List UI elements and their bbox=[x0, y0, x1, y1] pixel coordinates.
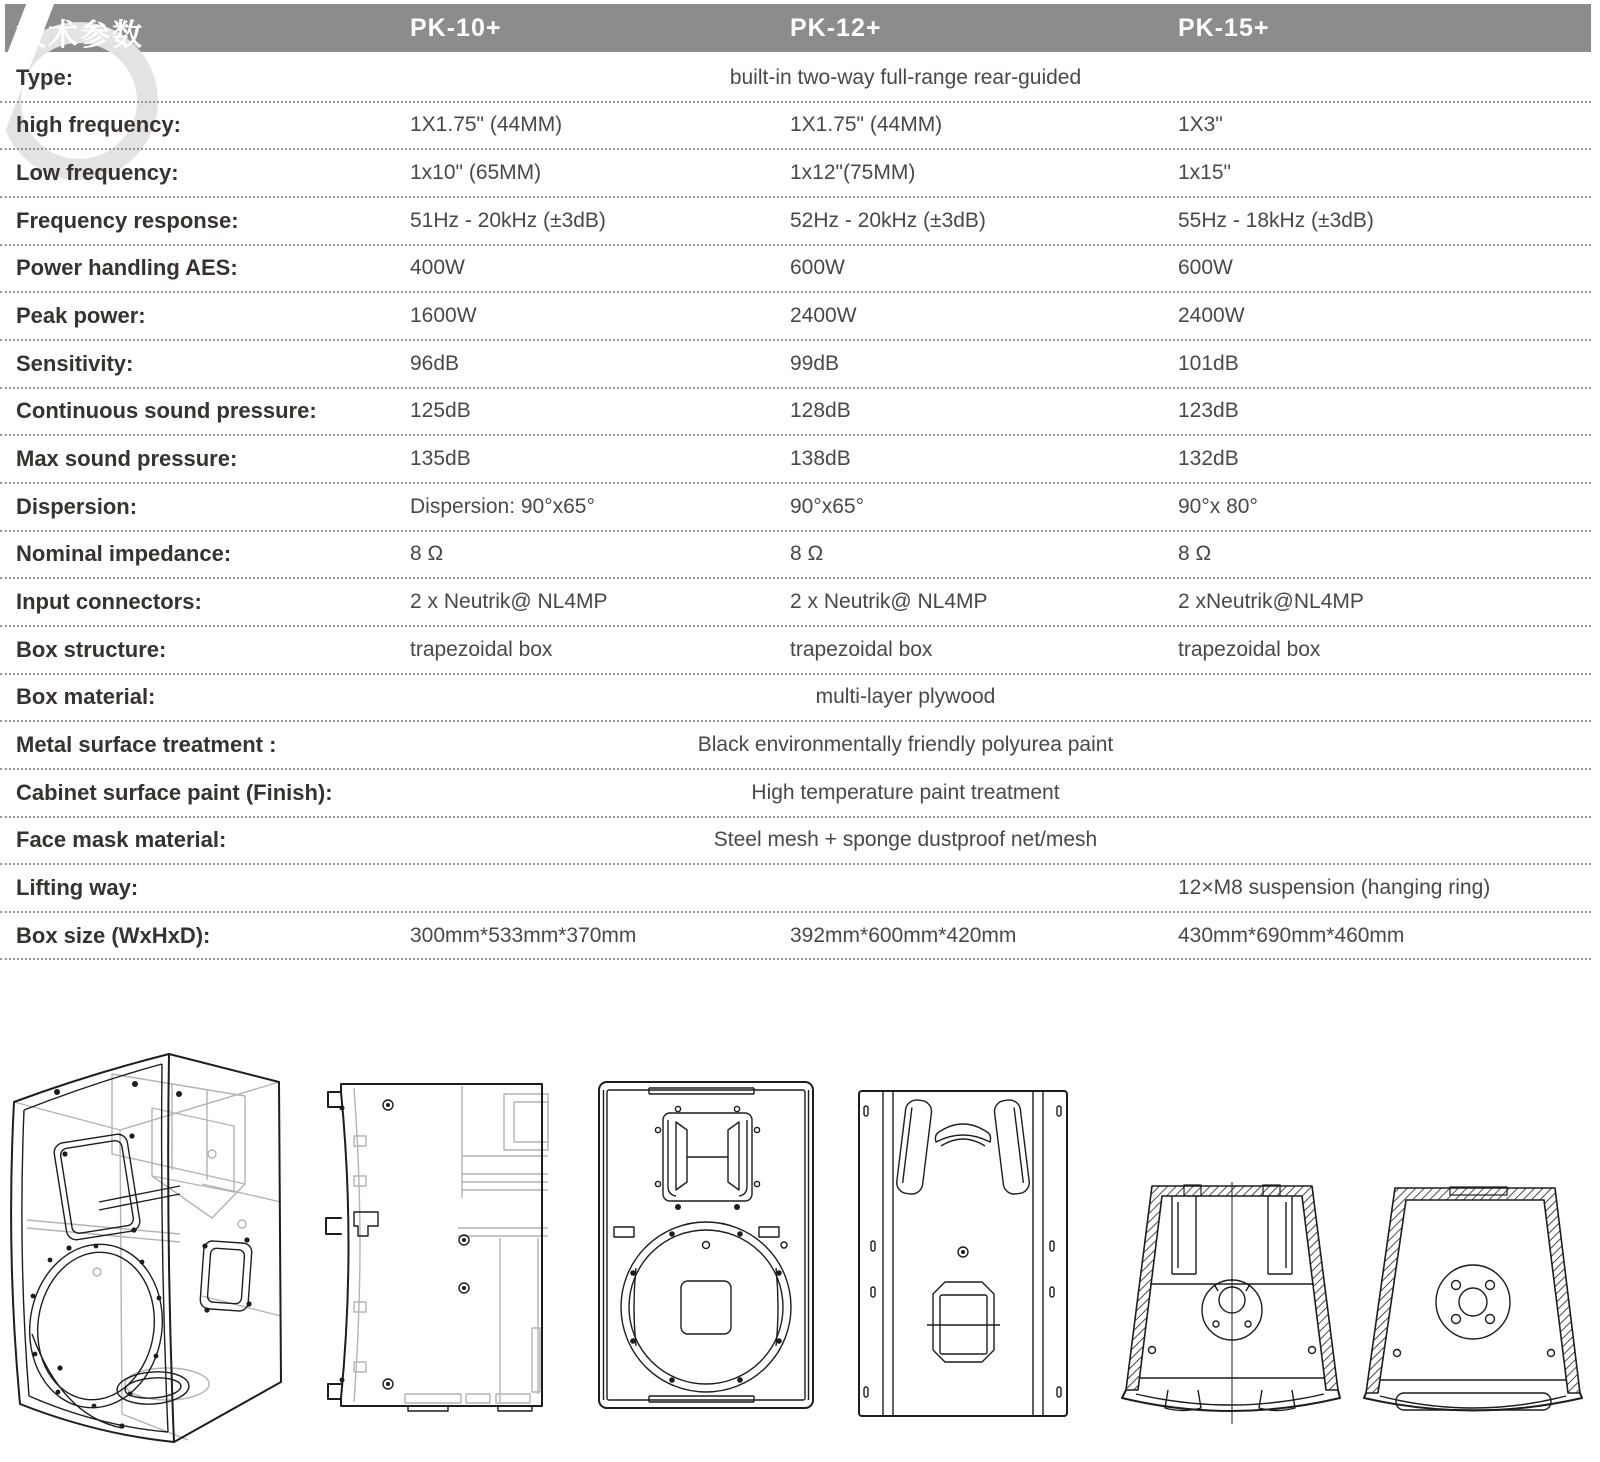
row-label: Metal surface treatment : bbox=[16, 732, 277, 758]
row-value: 99dB bbox=[790, 351, 840, 375]
row-label: Lifting way: bbox=[16, 874, 139, 900]
row-value: 400W bbox=[410, 256, 465, 280]
row-value: 90°x 80° bbox=[1178, 494, 1258, 518]
row-label: Cabinet surface paint (Finish): bbox=[16, 779, 333, 805]
row-value: 125dB bbox=[410, 399, 471, 423]
row-value: 2400W bbox=[790, 304, 857, 328]
row-value: 52Hz - 20kHz (±3dB) bbox=[790, 208, 986, 232]
row-value: 2 x Neutrik@ NL4MP bbox=[410, 590, 608, 614]
row-value: 138dB bbox=[790, 447, 851, 471]
row-label: Box material: bbox=[16, 684, 156, 710]
row-label: Max sound pressure: bbox=[16, 446, 238, 472]
table-row bbox=[0, 627, 1591, 675]
row-value: 8 Ω bbox=[410, 542, 444, 566]
row-value: 101dB bbox=[1178, 351, 1239, 375]
table-row bbox=[0, 341, 1591, 389]
table-row bbox=[0, 150, 1591, 198]
row-value: 12×M8 suspension (hanging ring) bbox=[1178, 875, 1491, 899]
table-row bbox=[0, 246, 1591, 294]
table-row bbox=[0, 865, 1591, 913]
row-label: Power handling AES: bbox=[16, 255, 238, 281]
row-value: 8 Ω bbox=[790, 542, 824, 566]
row-span-value: built-in two-way full-range rear-guided bbox=[729, 65, 1082, 89]
bottom-view-drawing bbox=[1362, 1182, 1584, 1424]
row-value: 1x15" bbox=[1178, 161, 1231, 185]
table-row bbox=[0, 484, 1591, 532]
row-label: Input connectors: bbox=[16, 589, 202, 615]
table-row bbox=[0, 103, 1591, 151]
row-value: 1X1.75" (44MM) bbox=[790, 113, 943, 137]
row-value: 600W bbox=[1178, 256, 1233, 280]
row-label: Box size (WxHxD): bbox=[16, 922, 211, 948]
row-value: 1X1.75" (44MM) bbox=[410, 113, 563, 137]
row-label: Peak power: bbox=[16, 303, 146, 329]
table-row bbox=[0, 198, 1591, 246]
row-value: 2400W bbox=[1178, 304, 1245, 328]
row-value: Dispersion: 90°x65° bbox=[410, 494, 595, 518]
top-section-view-drawing bbox=[1112, 1182, 1344, 1424]
row-label: Dispersion: bbox=[16, 493, 138, 519]
table-row bbox=[0, 722, 1591, 770]
row-span-value: Steel mesh + sponge dustproof net/mesh bbox=[713, 828, 1098, 852]
row-label: Low frequency: bbox=[16, 160, 179, 186]
page-title: 技术参数 bbox=[16, 19, 144, 52]
row-value: 132dB bbox=[1178, 447, 1239, 471]
row-value: 123dB bbox=[1178, 399, 1239, 423]
row-label: Nominal impedance: bbox=[16, 541, 232, 567]
rear-view-drawing bbox=[855, 1086, 1070, 1421]
row-value: trapezoidal box bbox=[410, 637, 553, 661]
table-header bbox=[0, 4, 1600, 52]
row-span-value: Black environmentally friendly polyurea paint bbox=[697, 733, 1114, 757]
column-header-pk10: PK-10+ bbox=[410, 14, 502, 42]
table-row bbox=[0, 818, 1591, 866]
row-value: 96dB bbox=[410, 351, 460, 375]
row-value: 430mm*690mm*460mm bbox=[1178, 923, 1405, 947]
table-row bbox=[0, 55, 1591, 103]
row-value: 300mm*533mm*370mm bbox=[410, 923, 637, 947]
row-label: Type: bbox=[16, 64, 74, 90]
table-row bbox=[0, 293, 1591, 341]
row-label: Sensitivity: bbox=[16, 350, 134, 376]
row-label: Box structure: bbox=[16, 636, 167, 662]
row-value: 55Hz - 18kHz (±3dB) bbox=[1178, 208, 1374, 232]
row-label: Frequency response: bbox=[16, 207, 239, 233]
row-value: 1x12"(75MM) bbox=[790, 161, 916, 185]
front-view-drawing bbox=[594, 1078, 818, 1412]
row-value: trapezoidal box bbox=[1178, 637, 1321, 661]
row-value: 2 xNeutrik@NL4MP bbox=[1178, 590, 1364, 614]
perspective-view-drawing bbox=[2, 1034, 290, 1444]
row-value: 1600W bbox=[410, 304, 477, 328]
side-view-drawing bbox=[308, 1078, 552, 1412]
column-header-pk15: PK-15+ bbox=[1178, 14, 1270, 42]
row-value: 135dB bbox=[410, 447, 471, 471]
column-header-pk12: PK-12+ bbox=[790, 14, 882, 42]
row-span-value: High temperature paint treatment bbox=[751, 780, 1060, 804]
row-value: 600W bbox=[790, 256, 845, 280]
row-value: 8 Ω bbox=[1178, 542, 1212, 566]
table-row bbox=[0, 579, 1591, 627]
table-row bbox=[0, 436, 1591, 484]
table-row bbox=[0, 532, 1591, 580]
row-value: 1X3" bbox=[1178, 113, 1223, 137]
row-label: Continuous sound pressure: bbox=[16, 398, 317, 424]
row-label: high frequency: bbox=[16, 112, 182, 138]
row-value: 392mm*600mm*420mm bbox=[790, 923, 1017, 947]
row-value: trapezoidal box bbox=[790, 637, 933, 661]
table-row bbox=[0, 389, 1591, 437]
table-row bbox=[0, 913, 1591, 961]
table-row bbox=[0, 770, 1591, 818]
row-value: 128dB bbox=[790, 399, 851, 423]
row-value: 51Hz - 20kHz (±3dB) bbox=[410, 208, 606, 232]
row-value: 2 x Neutrik@ NL4MP bbox=[790, 590, 988, 614]
row-label: Face mask material: bbox=[16, 827, 227, 853]
row-value: 1x10" (65MM) bbox=[410, 161, 542, 185]
row-span-value: multi-layer plywood bbox=[815, 685, 996, 709]
table-row bbox=[0, 675, 1591, 723]
spec-table bbox=[0, 55, 1591, 960]
row-value: 90°x65° bbox=[790, 494, 865, 518]
